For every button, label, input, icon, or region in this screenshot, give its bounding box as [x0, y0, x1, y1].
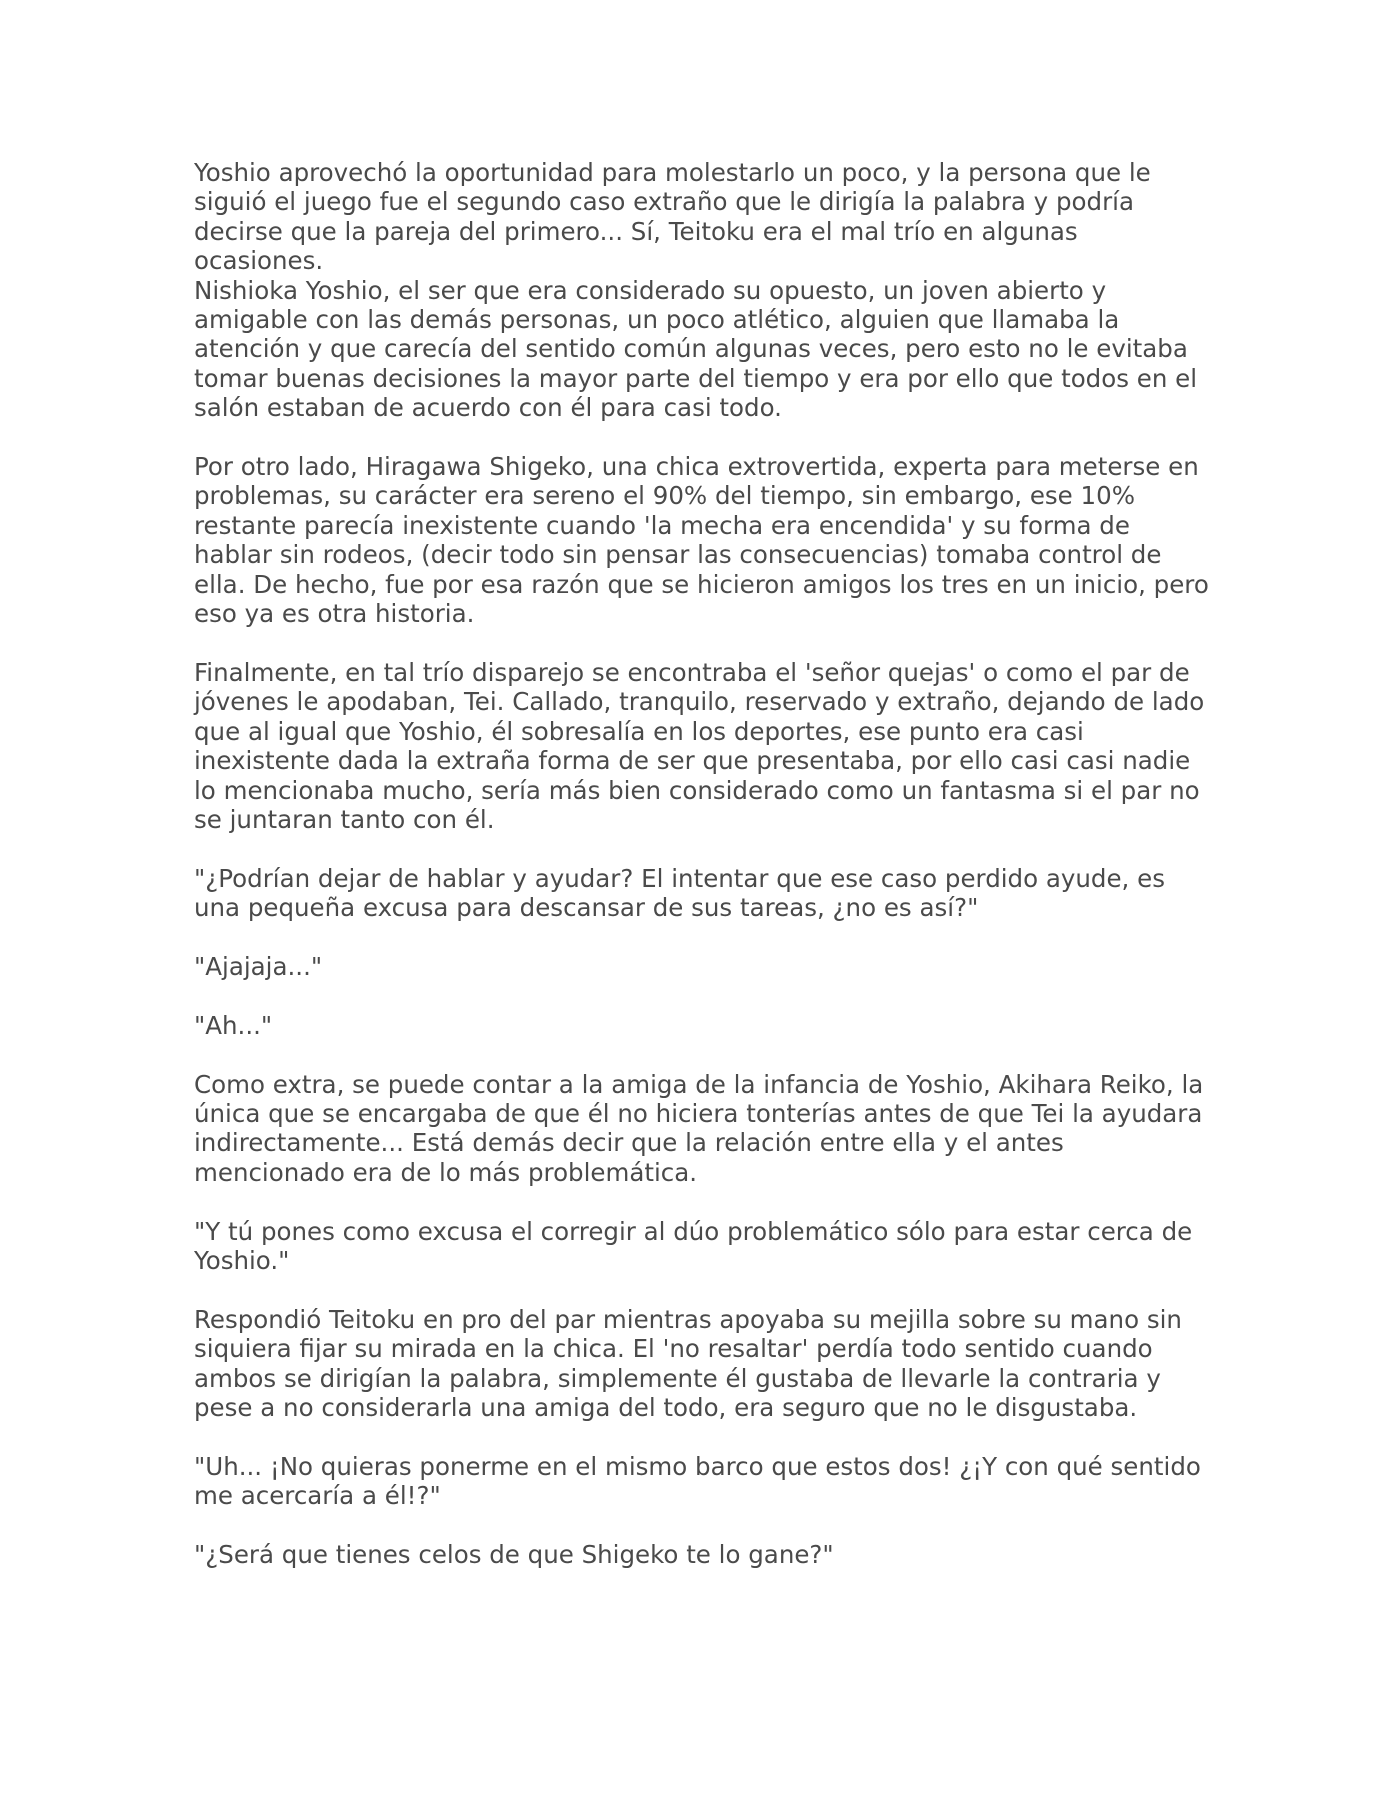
paragraph-shigeko-description: Por otro lado, Hiragawa Shigeko, una chica extrovertida, experta para meterse en problemas, su carácter era sereno el 90% del tiempo, sin embargo, ese 10% restante parecía inexistente cuando 'la mecha era encendida' y su forma de hablar sin rodeos, (decir todo sin pensar las consecuencias) tomaba control de ella. De hecho, fue por esa razón que se hicieron amigos los tres en un inicio, pero eso ya es otra historia.	[194, 452, 1217, 629]
dialogue-line: "Ah..."	[194, 1010, 273, 1040]
dialogue-line: "¿Podrían dejar de hablar y ayudar? El intentar que ese caso perdido ayude, es una pequeña excusa para descansar de sus tareas, ¿no es así?"	[194, 863, 1173, 923]
dialogue-line: "Ajajaja..."	[194, 951, 323, 981]
dialogue-line: "¿Será que tienes celos de que Shigeko te lo gane?"	[194, 1539, 834, 1569]
dialogue-line: "Y tú pones como excusa el corregir al dúo problemático sólo para estar cerca de Yoshio."	[194, 1216, 1200, 1275]
document-page	[194, 158, 1217, 1599]
paragraph-nishioka-description: Nishioka Yoshio, el ser que era considerado su opuesto, un joven abierto y amigable con las demás personas, un poco atlético, alguien que llamaba la atención y que carecía del sentido común algunas veces, pero esto no le evitaba tomar buenas decisiones la mayor parte del tiempo y era por ello que todos en el salón estaban de acuerdo con él para casi todo.	[194, 275, 1205, 423]
paragraph-yoshio-intro: Yoshio aprovechó la oportunidad para molestarlo un poco, y la persona que le siguió el juego fue el segundo caso extraño que le dirigía la palabra y podría decirse que la pareja del primero... Sí, Teitoku era el mal trío en algunas ocasiones.	[194, 158, 1159, 276]
paragraph-tei-description: Finalmente, en tal trío disparejo se encontraba el 'señor quejas' o como el par de jóvenes le apodaban, Tei. Callado, tranquilo, reservado y extraño, dejando de lado que al igual que Yoshio, él sobresalía en los deportes, ese punto era casi inexistente dada la extraña forma de ser que presentaba, por ello casi casi nadie lo mencionaba mucho, sería más bien considerado como un fantasma si el par no se juntaran tanto con él.	[194, 657, 1213, 834]
dialogue-line: "Uh... ¡No quieras ponerme en el mismo barco que estos dos! ¿¡Y con qué sentido me acercaría a él!?"	[194, 1451, 1209, 1511]
paragraph-reiko-description: Como extra, se puede contar a la amiga de la infancia de Yoshio, Akihara Reiko, la única que se encargaba de que él no hiciera tonterías antes de que Tei la ayudara indirectamente... Está demás decir que la relación entre ella y el antes mencionado era de lo más problemática.	[194, 1069, 1212, 1187]
paragraph-teitoku-response: Respondió Teitoku en pro del par mientras apoyaba su mejilla sobre su mano sin siquiera fijar su mirada en la chica. El 'no resaltar' perdía todo sentido cuando ambos se dirigían la palabra, simplemente él gustaba de llevarle la contraria y pese a no considerarla una amiga del todo, era seguro que no le disgustaba.	[194, 1304, 1190, 1422]
